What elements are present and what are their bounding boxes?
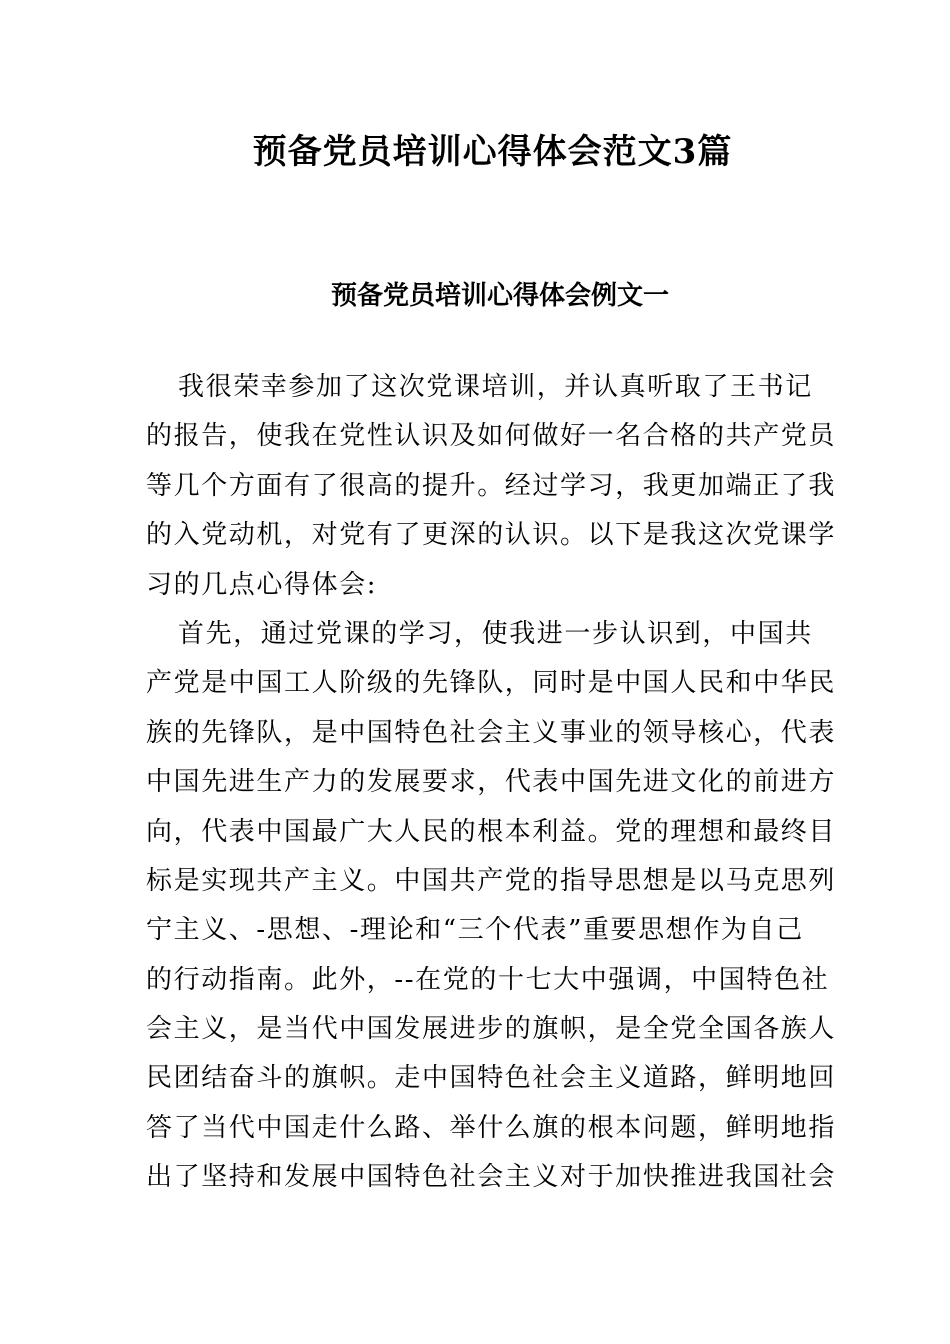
text-line: 产党是中国工人阶级的先锋队，同时是中国人民和中华民 xyxy=(146,668,837,699)
text-line: 我很荣幸参加了这次党课培训，并认真听取了王书记 xyxy=(178,372,813,402)
text-line: 民团结奋斗的旗帜。走中国特色社会主义道路，鲜明地回 xyxy=(146,1063,837,1094)
text-line: 向，代表中国最广大人民的根本利益。党的理想和最终目 xyxy=(146,816,837,847)
text-line: 等几个方面有了很高的提升。经过学习，我更加端正了我 xyxy=(146,470,837,501)
text-line: 出了坚持和发展中国特色社会主义对于加快推进我国社会 xyxy=(146,1162,837,1193)
text-line: 标是实现共产主义。中国共产党的指导思想是以马克思列 xyxy=(146,865,837,896)
text-line: 答了当代中国走什么路、举什么旗的根本问题，鲜明地指 xyxy=(146,1112,837,1143)
text-line: 宁主义、-思想、-理论和“三个代表”重要思想作为自己 xyxy=(146,915,804,946)
section-title: 预备党员培训心得体会例文一 xyxy=(330,281,669,311)
document-title: 预备党员培训心得体会范文3篇 xyxy=(252,132,733,172)
text-line: 中国先进生产力的发展要求，代表中国先进文化的前进方 xyxy=(146,767,837,798)
text-line: 的报告，使我在党性认识及如何做好一名合格的共产党员 xyxy=(146,421,837,452)
text-line: 会主义，是当代中国发展进步的旗帜，是全党全国各族人 xyxy=(146,1014,837,1045)
text-line: 的行动指南。此外，--在党的十七大中强调，中国特色社 xyxy=(146,964,830,995)
body-text xyxy=(146,363,837,1203)
text-line: 习的几点心得体会: xyxy=(146,569,378,600)
text-line: 首先，通过党课的学习，使我进一步认识到，中国共 xyxy=(178,618,813,649)
text-line: 族的先锋队，是中国特色社会主义事业的领导核心，代表 xyxy=(146,717,837,748)
text-line: 的入党动机，对党有了更深的认识。以下是我这次党课学 xyxy=(146,520,837,551)
